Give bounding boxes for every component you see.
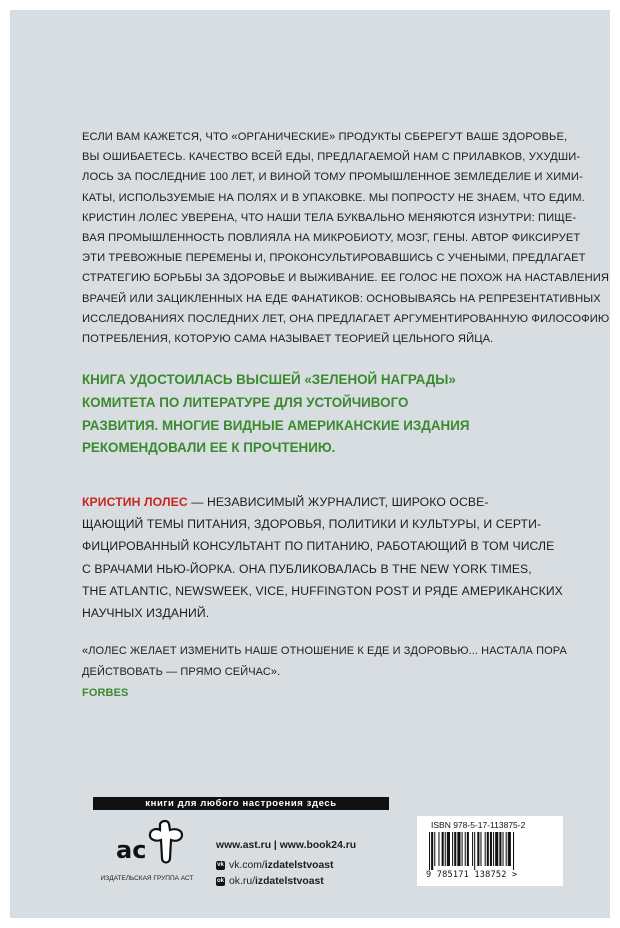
- barcode-bar: [434, 832, 435, 866]
- barcode-bar: [472, 832, 473, 866]
- barcode-bar: [474, 832, 475, 870]
- vk-domain: vk.com/: [229, 859, 265, 871]
- description-line: КАТЫ, ИСПОЛЬЗУЕМЫЕ НА ПОЛЯХ И В УПАКОВКЕ. МЫ ПОПРОСТУ НЕ ЗНАЕМ, ЧТО ЕДИМ.: [82, 191, 585, 204]
- description-line: ВРАЧЕЙ ИЛИ ЗАЦИКЛЕННЫХ НА ЕДЕ ФАНАТИКОВ: ОСНОВЫВАЯСЬ НА РЕПРЕЗЕНТАТИВНЫХ: [82, 292, 601, 305]
- vk-icon: vk: [217, 861, 224, 868]
- description-line: СТРАТЕГИЮ БОРЬБЫ ЗА ЗДОРОВЬЕ И ВЫЖИВАНИЕ. ЕЕ ГОЛОС НЕ ПОХОЖ НА НАСТАВЛЕНИЯ: [82, 272, 610, 285]
- description-line: ВАЯ ПРОМЫШЛЕННОСТЬ ПОВЛИЯЛА НА МИКРОБИОТУ, МОЗГ, ГЕНЫ. АВТОР ФИКСИРУЕТ: [82, 232, 581, 245]
- odnoklassniki-link[interactable]: [216, 874, 356, 888]
- barcode-bar: [445, 832, 446, 866]
- barcode-bar: [462, 832, 463, 866]
- barcode-bar: [480, 832, 481, 866]
- author-name: КРИСТИН ЛОЛЕС: [82, 495, 188, 509]
- barcode-bar: [477, 832, 479, 866]
- barcode-bar: [442, 832, 444, 866]
- barcode-bar: [499, 832, 501, 866]
- award-statement: [82, 369, 552, 460]
- description-line: ЭТИ ТРЕВОЖНЫЕ ПЕРЕМЕНЫ И, ПРОКОНСУЛЬТИРОВАВШИСЬ С УЧЕНЫМИ, ПРЕДЛАГАЕТ: [82, 252, 586, 265]
- barcode-bar: [506, 832, 507, 866]
- ast-logo: [110, 818, 190, 868]
- description-line: КРИСТИН ЛОЛЕС УВЕРЕНА, ЧТО НАШИ ТЕЛА БУКВАЛЬНО МЕНЯЮТСЯ ИЗНУТРИ: ПИЩЕ-: [82, 211, 577, 224]
- barcode-bar: [485, 832, 486, 866]
- bio-line: THE ATLANTIC, NEWSWEEK, VICE, HUFFINGTON POST И РЯДЕ АМЕРИКАНСКИХ: [82, 583, 563, 598]
- book-back-cover: [10, 10, 610, 918]
- barcode-bar: [508, 832, 511, 866]
- book-description: [82, 127, 610, 349]
- quote-line-1: «ЛОЛЕС ЖЕЛАЕТ ИЗМЕНИТЬ НАШЕ ОТНОШЕНИЕ К ЕДЕ И ЗДОРОВЬЮ... НАСТАЛА ПОРА: [82, 645, 567, 657]
- bio-line: ЩАЮЩИЙ ТЕМЫ ПИТАНИЯ, ЗДОРОВЬЯ, ПОЛИТИКИ И КУЛЬТУРЫ, И СЕРТИ-: [82, 517, 542, 532]
- award-line: РАЗВИТИЯ. МНОГИЕ ВИДНЫЕ АМЕРИКАНСКИЕ ИЗДАНИЯ: [82, 417, 470, 433]
- award-line: КОМИТЕТА ПО ЛИТЕРАТУРЕ ДЛЯ УСТОЙЧИВОГО: [82, 394, 409, 410]
- barcode-bar: [431, 832, 433, 870]
- award-line: КНИГА УДОСТОИЛАСЬ ВЫСШЕЙ «ЗЕЛЕНОЙ НАГРАДЫ»: [82, 372, 456, 387]
- barcode-digits: 9 785171 138752 >: [426, 870, 518, 880]
- author-bio-text: — НЕЗАВИСИМЫЙ ЖУРНАЛИСТ, ШИРОКО ОСВЕ-: [187, 495, 489, 509]
- barcode-bar: [438, 832, 439, 866]
- barcode-bar: [452, 832, 453, 866]
- barcode-bar: [429, 832, 430, 870]
- barcode-bar: [465, 832, 466, 866]
- barcode-bar: [487, 832, 489, 866]
- barcode-bar: [495, 832, 498, 866]
- barcode-bar: [447, 832, 450, 866]
- description-line: ПОТРЕБЛЕНИЯ, КОТОРУЮ САМА НАЗЫВАЕТ ТЕОРИЕЙ ЦЕЛЬНОГО ЯЙЦА.: [82, 333, 494, 346]
- barcode-bar: [503, 832, 504, 866]
- description-line: ИССЛЕДОВАНИЯХ ПОСЛЕДНИХ ЛЕТ, ОНА ПРЕДЛАГАЕТ АРГУМЕНТИРОВАННУЮ ФИЛОСОФИЮ: [82, 312, 610, 325]
- description-line: ЛОСЬ ЗА ПОСЛЕДНИЕ 100 ЛЕТ, И ВИНОЙ ТОМУ ПРОМЫШЛЕННОЕ ЗЕМЛЕДЕЛИЕ И ХИМИ-: [82, 171, 583, 184]
- quote-source: FORBES: [82, 687, 129, 699]
- ok-handle: izdatelstvoast: [255, 875, 324, 887]
- vk-handle: izdatelstvoast: [264, 859, 334, 871]
- isbn-number: ISBN 978-5-17-113875-2: [431, 820, 526, 830]
- barcode-bar: [493, 832, 494, 866]
- barcode-bars: [429, 832, 553, 870]
- website-links[interactable]: www.ast.ru | www.book24.ru: [216, 840, 357, 851]
- bio-line: С ВРАЧАМИ НЬЮ-ЙОРКА. ОНА ПУБЛИКОВАЛАСЬ В THE NEW YORK TIMES,: [82, 561, 532, 576]
- barcode-bar: [454, 832, 456, 866]
- publisher-name: ИЗДАТЕЛЬСКАЯ ГРУППА АСТ: [100, 875, 194, 882]
- odnoklassniki-icon: ok: [216, 877, 224, 884]
- barcode-bar: [513, 832, 514, 870]
- publisher-links: [216, 840, 356, 890]
- svg-text:ас: ас: [116, 836, 147, 864]
- bio-line: ФИЦИРОВАННЫЙ КОНСУЛЬТАНТ ПО ПИТАНИЮ, РАБОТАЮЩИЙ В ТОМ ЧИСЛЕ: [82, 539, 555, 554]
- author-bio-first-line: [82, 491, 552, 513]
- ok-domain: ok.ru/: [229, 875, 255, 887]
- description-line: ЕСЛИ ВАМ КАЖЕТСЯ, ЧТО «ОРГАНИЧЕСКИЕ» ПРОДУКТЫ СБЕРЕГУТ ВАШЕ ЗДОРОВЬЕ,: [82, 131, 568, 143]
- bio-line: НАУЧНЫХ ИЗДАНИЙ.: [82, 606, 210, 621]
- description-line: ВЫ ОШИБАЕТЕСЬ. КАЧЕСТВО ВСЕЙ ЕДЫ, ПРЕДЛАГАЕМОЙ НАМ С ПРИЛАВКОВ, УХУДШИ-: [82, 151, 581, 164]
- vk-link[interactable]: [216, 858, 356, 872]
- review-quote: [82, 641, 567, 704]
- barcode-bar: [457, 832, 460, 866]
- author-bio-rest: [82, 513, 563, 624]
- author-bio: [82, 491, 563, 624]
- publisher-tagline: книги для любого настроения здесь: [93, 797, 389, 810]
- barcode-bar: [467, 832, 469, 866]
- isbn-barcode: [417, 816, 563, 886]
- award-line: РЕКОМЕНДОВАЛИ ЕЕ К ПРОЧТЕНИЮ.: [82, 440, 336, 456]
- barcode-bar: [490, 832, 492, 866]
- quote-line-2: ДЕЙСТВОВАТЬ — ПРЯМО СЕЙЧАС».: [82, 666, 281, 678]
